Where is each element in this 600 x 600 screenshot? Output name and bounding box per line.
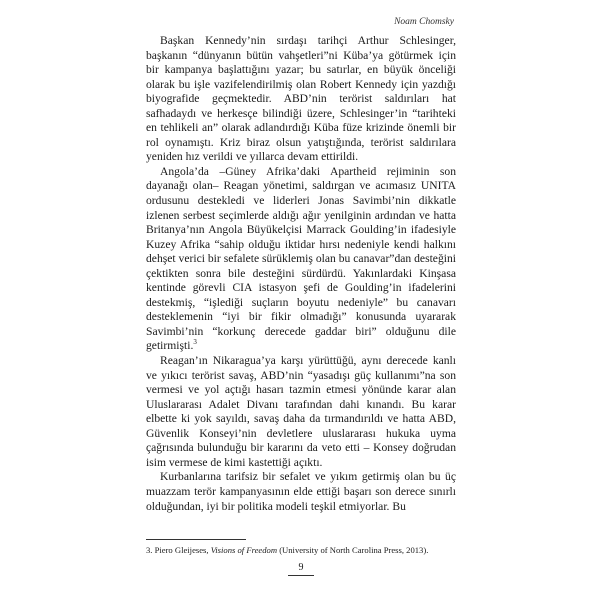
running-head: Noam Chomsky xyxy=(394,17,454,27)
footnote-suffix: (University of North Carolina Press, 2013). xyxy=(277,545,429,555)
paragraph-1: Başkan Kennedy’nin sırdaşı tarihçi Arthur Schlesinger, başkanın “dünyanın bütün vahşetleri”ni Küba’ya götürmek için bir kampanya başlattığını yazar; bu satırlar, en büyük önceliği olarak bu işle vazifelendirilmiş olan Robert Kennedy için yazdığı biyografide geçmektedir. ABD’nin terörist saldırıları hat safhadaydı ve herkesçe bilindiği üzere, Schlesinger’in “tarihteki en tehlikeli an” olarak adlandırdığı Küba füze krizinde önemli bir rol oynamıştı. Kriz biraz olsun yatıştığında, terörist saldırılara yeniden hız verildi ve yıllarca devam ettirildi. xyxy=(146,34,456,164)
page-number: 9 xyxy=(298,562,304,573)
paragraph-4: Kurbanlarına tarifsiz bir sefalet ve yıkım getirmiş olan bu üç muazzam terör kampanyasının elde ettiği başarı son derece sınırlı olduğundan, iyi bir politika modeli teşkil etmiyorlar. Bu xyxy=(146,470,456,513)
paragraph-2 xyxy=(146,165,456,354)
page-number-underline xyxy=(288,575,314,576)
footnote-divider xyxy=(146,539,246,540)
footnote-prefix: 3. Piero Gleijeses, xyxy=(146,545,211,555)
footnote-reference: 3 xyxy=(193,338,197,347)
footnote-book-title: Visions of Freedom xyxy=(210,545,278,555)
page-number-block xyxy=(288,562,314,576)
paragraph-3: Reagan’ın Nikaragua’ya karşı yürüttüğü, aynı derecede kanlı ve yıkıcı terörist savaş, ABD’nin “yasadışı güç kullanımı”na son vermesi ve yol açtığı hasarı tazmin etmesi yönünde karar alan Uluslararası Adalet Divanı tarafından dahi kınandı. Bu karar elbette ki yok sayıldı, savaş daha da tırmandırıldı ve hatta ABD, Güvenlik Konseyi’nin devletlere uluslararası hukuka uyma çağrısında bulunduğu bir kararını da veto etti – Konsey doğrudan isim vermese de kimi kastettiği açıktı. xyxy=(146,354,456,469)
body-text xyxy=(146,34,456,514)
paragraph-2-text: Angola’da –Güney Afrika’daki Apartheid rejiminin son dayanağı olan– Reagan yönetimi, saldırgan ve acımasız UNITA ordusunu destekledi ve liderleri Jonas Savimbi’nin dikkatle izlenen serbest seçimlerde aldığı ağır yenilginin ardından ve hatta Britanya’nın Angola Büyükelçisi Marrack Goulding’in ifadesiyle Kuzey Afrika “sahip olduğu iktidar hırsı nedeniyle kendi halkını dehşet verici bir sefalete sürüklemiş olan bu canavar”dan desteğini çektikten sonra bile desteğini sürdürdü. Yakınlardaki Kinşasa kentinde görevli CIA istasyon şefi de Goulding’in ifadelerini destekmiş, “işlediği suçların boyutu nedeniyle” bu canavarı desteklemenin “iyi bir fikir olmadığı” konusunda uyararak Savimbi’nin “korkunç derecede gaddar biri” olduğunu dile getirmişti. xyxy=(146,164,456,353)
footnote xyxy=(146,545,458,556)
